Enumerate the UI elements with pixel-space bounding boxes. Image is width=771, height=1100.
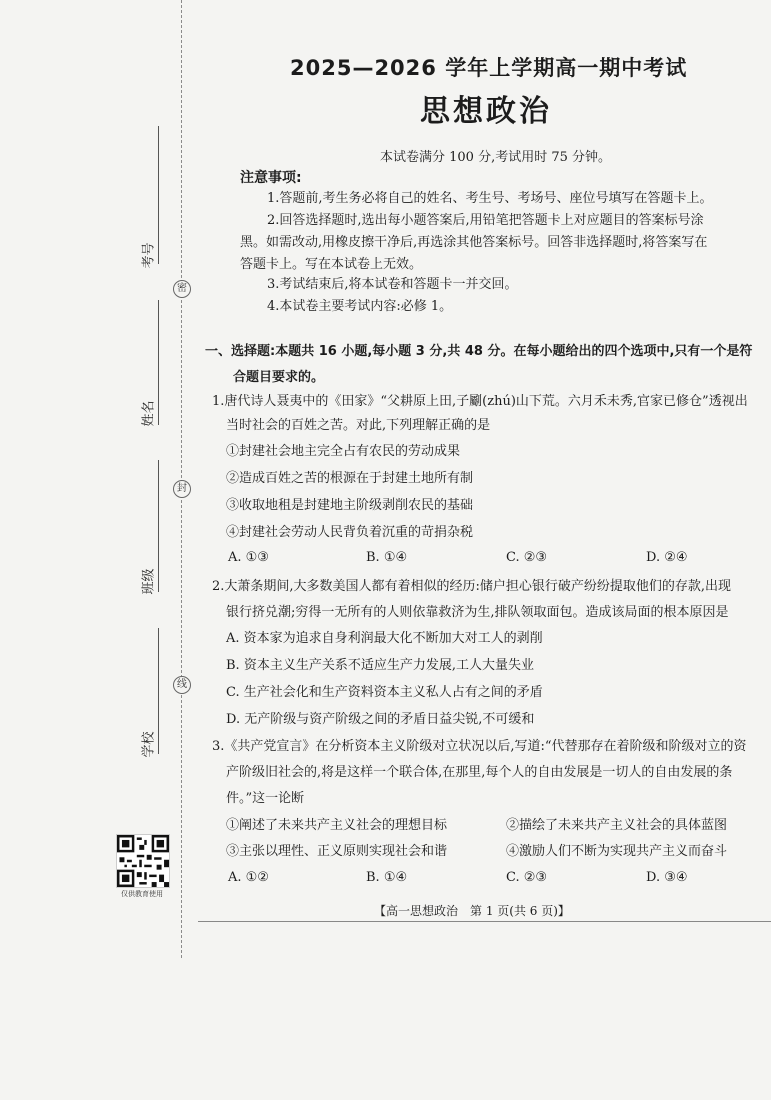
question-1-stem: 1.唐代诗人聂夷中的《田家》“父耕原上田,子劚(zhú)山下荒。六月禾未秀,官家已修仓”透视出 bbox=[212, 394, 748, 409]
question-1-option: ①封建社会地主完全占有农民的劳动成果 bbox=[226, 444, 461, 459]
notes-heading: 注意事项: bbox=[240, 170, 302, 186]
note-line: 1.答题前,考生务必将自己的姓名、考生号、考场号、座位号填写在答题卡上。 bbox=[267, 191, 713, 206]
question-3-option: ①阐述了未来共产主义社会的理想目标 bbox=[226, 818, 448, 833]
field-label-school: 学校 bbox=[141, 731, 157, 758]
note-line: 2.回答选择题时,选出每小题答案后,用铅笔把答题卡上对应题目的答案标号涂 bbox=[267, 213, 704, 228]
subject-title: 思想政治 bbox=[420, 94, 552, 129]
question-3-option: ④激励人们不断为实现共产主义而奋斗 bbox=[506, 844, 728, 859]
seal-char-xian: 线 bbox=[173, 676, 191, 694]
question-1-option: ④封建社会劳动人民背负着沉重的苛捐杂税 bbox=[226, 525, 474, 540]
seal-char-mi: 密 bbox=[173, 280, 191, 298]
question-3-option: ②描绘了未来共产主义社会的具体蓝图 bbox=[506, 818, 728, 833]
question-1-option: ②造成百姓之苦的根源在于封建土地所有制 bbox=[226, 471, 474, 486]
footer-rule bbox=[198, 921, 771, 922]
answer-choice: D. ③④ bbox=[646, 870, 688, 885]
answer-choice: D. ②④ bbox=[646, 550, 688, 565]
question-2-option: A. 资本家为追求自身利润最大化不断加大对工人的剥削 bbox=[226, 631, 543, 646]
field-line-name bbox=[158, 300, 159, 425]
note-line: 4.本试卷主要考试内容:必修 1。 bbox=[267, 299, 453, 314]
note-line: 3.考试结束后,将本试卷和答题卡一并交回。 bbox=[267, 277, 518, 292]
field-label-name: 姓名 bbox=[141, 400, 157, 427]
field-line-school bbox=[158, 628, 159, 754]
answer-choice: B. ①④ bbox=[366, 550, 408, 565]
section-heading: 一、选择题:本题共 16 小题,每小题 3 分,共 48 分。在每小题给出的四个选项中,只有一个是符 bbox=[205, 344, 753, 359]
answer-choice: C. ②③ bbox=[506, 550, 548, 565]
binding-dash-line bbox=[181, 0, 182, 958]
qr-code bbox=[116, 834, 170, 888]
question-3-option: ③主张以理性、正义原则实现社会和谐 bbox=[226, 844, 448, 859]
answer-choice: C. ②③ bbox=[506, 870, 548, 885]
seal-char-feng: 封 bbox=[173, 480, 191, 498]
question-3-stem: 3.《共产党宣言》在分析资本主义阶级对立状况以后,写道:“代替那存在着阶级和阶级对立的资 bbox=[212, 739, 747, 754]
answer-choice: A. ①② bbox=[228, 870, 269, 885]
question-2-stem-cont: 银行挤兑潮;穷得一无所有的人则依靠救济为生,排队领取面包。造成该局面的根本原因是 bbox=[226, 605, 729, 620]
note-line: 答题卡上。写在本试卷上无效。 bbox=[240, 257, 423, 272]
question-2-stem: 2.大萧条期间,大多数美国人都有着相似的经历:储户担心银行破产纷纷提取他们的存款,出现 bbox=[212, 579, 732, 594]
answer-choice: B. ①④ bbox=[366, 870, 408, 885]
note-line: 黑。如需改动,用橡皮擦干净后,再选涂其他答案标号。回答非选择题时,将答案写在 bbox=[240, 235, 708, 250]
question-3-stem-cont: 件。”这一论断 bbox=[226, 791, 305, 806]
question-1-option: ③收取地租是封建地主阶级剥削农民的基础 bbox=[226, 498, 474, 513]
field-line-class bbox=[158, 460, 159, 592]
exam-title: 2025—2026 学年上学期高一期中考试 bbox=[290, 56, 688, 80]
field-label-class: 班级 bbox=[141, 568, 157, 595]
qr-note: 仅供教育使用 bbox=[121, 890, 163, 898]
question-2-option: D. 无产阶级与资产阶级之间的矛盾日益尖锐,不可缓和 bbox=[226, 712, 535, 727]
page-footer: 【高一思想政治 第 1 页(共 6 页)】 bbox=[374, 904, 570, 918]
field-label-exam-number: 考号 bbox=[141, 242, 157, 269]
section-heading-cont: 合题目要求的。 bbox=[233, 370, 325, 385]
question-2-option: C. 生产社会化和生产资料资本主义私人占有之间的矛盾 bbox=[226, 685, 543, 700]
exam-meta: 本试卷满分 100 分,考试用时 75 分钟。 bbox=[380, 150, 612, 165]
field-line-exam-number bbox=[158, 126, 159, 264]
question-3-stem-cont: 产阶级旧社会的,将是这样一个联合体,在那里,每个人的自由发展是一切人的自由发展的条 bbox=[226, 765, 733, 780]
question-1-stem-cont: 当时社会的百姓之苦。对此,下列理解正确的是 bbox=[226, 418, 491, 433]
answer-choice: A. ①③ bbox=[228, 550, 269, 565]
question-2-option: B. 资本主义生产关系不适应生产力发展,工人大量失业 bbox=[226, 658, 534, 673]
